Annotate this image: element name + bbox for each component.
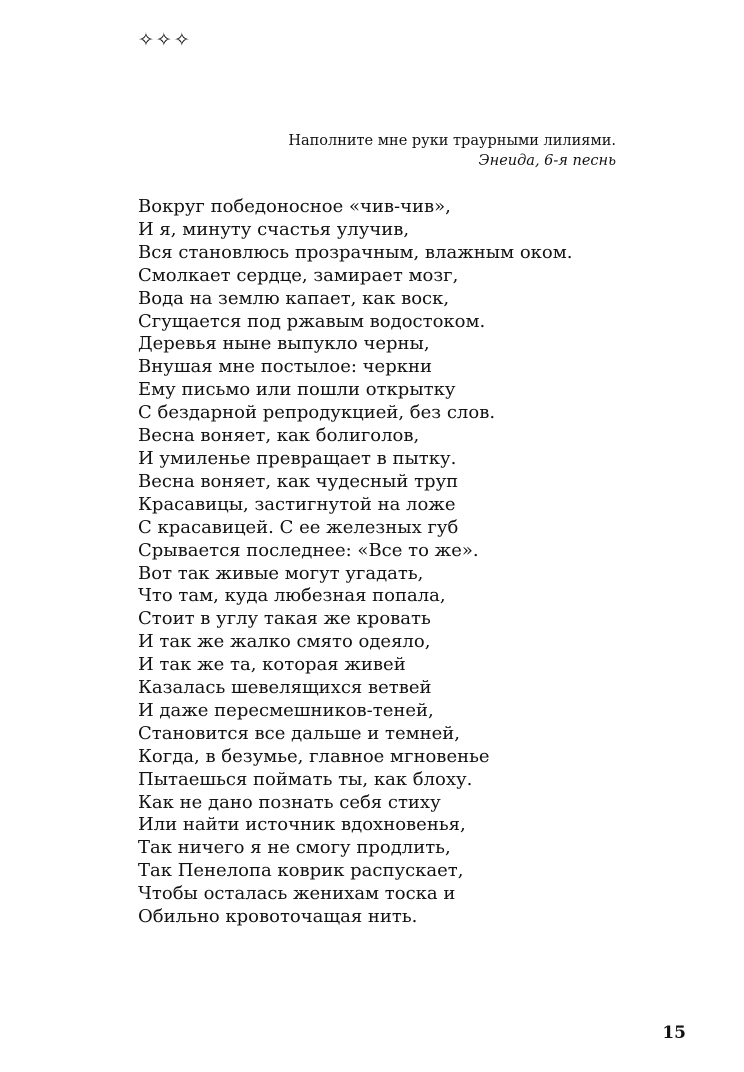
poem-line: Красавицы, застигнутой на ложе (138, 493, 456, 515)
poem-line: Чтобы осталась женихам тоска и (138, 883, 456, 905)
poem-line: И так же жалко смято одеяло, (138, 631, 431, 653)
poem-line: С красавицей. С ее железных губ (138, 516, 459, 538)
poem-line: Вот так живые могут угадать, (138, 562, 424, 584)
poem-line: Вода на землю капает, как воск, (138, 287, 450, 309)
poem-line: Деревья ныне выпукло черны, (138, 333, 430, 355)
poem-line: Внушая мне постылое: черкни (138, 356, 432, 378)
poem-line: Весна воняет, как болиголов, (138, 425, 420, 447)
poem-line: Смолкает сердце, замирает мозг, (138, 264, 459, 286)
poem-line: Вокруг победоносное «чив-чив», (138, 196, 451, 217)
poem-line: Срывается последнее: «Все то же». (138, 539, 479, 561)
poem-line: Так ничего я не смогу продлить, (138, 837, 451, 859)
ornament: ✧✧✧ (138, 29, 192, 51)
epigraph-quote: Наполните мне руки траурными лилиями. (288, 133, 616, 149)
poem-line: Весна воняет, как чудесный труп (138, 470, 459, 492)
poem-line: Становится все дальше и темней, (138, 722, 460, 744)
poem-line: Сгущается под ржавым водостоком. (138, 310, 486, 332)
poem-line: С бездарной репродукцией, без слов. (138, 402, 496, 424)
poem-line: Казалась шевелящихся ветвей (138, 677, 432, 699)
poem-line: И я, минуту счастья улучив, (138, 218, 410, 240)
poem-line: Вся становлюсь прозрачным, влажным оком. (138, 241, 573, 263)
poem-line: И так же та, которая живей (138, 654, 406, 676)
poem-line: Стоит в углу такая же кровать (138, 608, 431, 630)
epigraph-source: Энеида, 6-я песнь (478, 153, 616, 169)
poem-line: И умиленье превращает в пытку. (138, 447, 457, 469)
poem-line: Что там, куда любезная попала, (138, 585, 446, 607)
poem-line: Так Пенелопа коврик распускает, (138, 860, 464, 882)
poem (138, 196, 572, 929)
poem-line: И даже пересмешников-теней, (138, 699, 434, 721)
epigraph (288, 131, 616, 171)
page-number: 15 (662, 1023, 686, 1043)
poem-line: Когда, в безумье, главное мгновенье (138, 745, 490, 767)
poem-line: Как не дано познать себя стиху (138, 791, 441, 813)
poem-line: Или найти источник вдохновенья, (138, 814, 466, 836)
poem-line: Ему письмо или пошли открытку (138, 379, 456, 401)
poem-line: Пытаешься поймать ты, как блоху. (138, 768, 473, 790)
poem-line: Обильно кровоточащая нить. (138, 906, 418, 928)
